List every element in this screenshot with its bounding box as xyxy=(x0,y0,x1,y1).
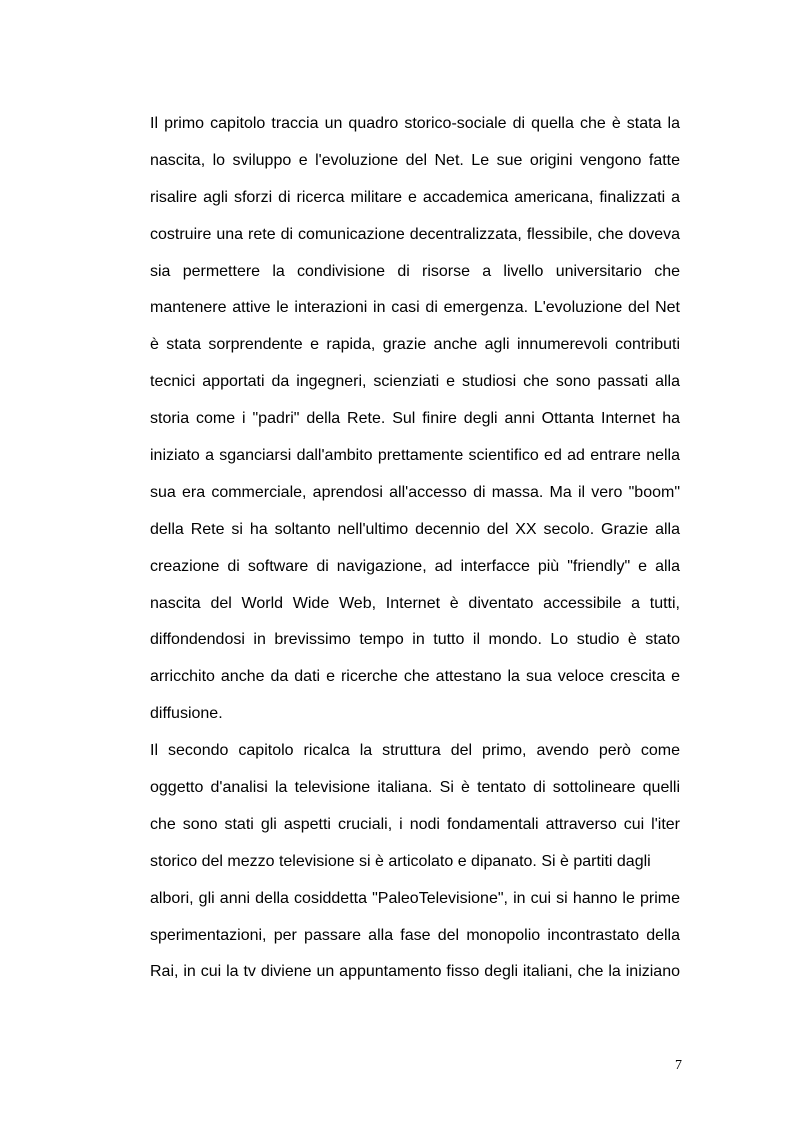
text-line: creazione di software di navigazione, ad interfacce più "friendly" e alla xyxy=(150,557,680,575)
paragraph-first-chapter xyxy=(150,106,680,733)
text-line: mantenere attive le interazioni in casi di emergenza. L'evoluzione del Net xyxy=(150,299,680,317)
text-line: tecnici apportati da ingegneri, scienziati e studiosi che sono passati alla xyxy=(150,373,680,391)
page-number: 7 xyxy=(675,1058,682,1073)
text-line: oggetto d'analisi la televisione italiana. Si è tentato di sottolineare quelli xyxy=(150,779,680,797)
text-line: della Rete si ha soltanto nell'ultimo decennio del XX secolo. Grazie alla xyxy=(150,520,680,538)
text-line: è stata sorprendente e rapida, grazie anche agli innumerevoli contributi xyxy=(150,336,680,354)
text-line: sua era commerciale, aprendosi all'accesso di massa. Ma il vero "boom" xyxy=(150,483,680,501)
text-line: costruire una rete di comunicazione decentralizzata, flessibile, che doveva xyxy=(150,225,680,243)
text-line: Il secondo capitolo ricalca la struttura del primo, avendo però come xyxy=(150,742,680,760)
text-line: Rai, in cui la tv diviene un appuntamento fisso degli italiani, che la iniziano xyxy=(150,963,680,981)
text-line: risalire agli sforzi di ricerca militare e accademica americana, finalizzati a xyxy=(150,188,680,206)
text-line: storico del mezzo televisione si è articolato e dipanato. Si è partiti dagli xyxy=(150,852,651,870)
text-line: nascita del World Wide Web, Internet è diventato accessibile a tutti, xyxy=(150,594,680,612)
text-line: arricchito anche da dati e ricerche che attestano la sua veloce crescita e xyxy=(150,668,680,686)
text-line: nascita, lo sviluppo e l'evoluzione del Net. Le sue origini vengono fatte xyxy=(150,151,680,169)
text-line: sia permettere la condivisione di risorse a livello universitario che xyxy=(150,262,680,280)
text-line: albori, gli anni della cosiddetta "PaleoTelevisione", in cui si hanno le prime xyxy=(150,889,680,907)
text-line: Il primo capitolo traccia un quadro storico-sociale di quella che è stata la xyxy=(150,115,680,132)
body-text xyxy=(150,106,680,991)
text-line: che sono stati gli aspetti cruciali, i nodi fondamentali attraverso cui l'iter xyxy=(150,815,680,833)
text-line: diffondendosi in brevissimo tempo in tutto il mondo. Lo studio è stato xyxy=(150,631,680,649)
text-line: sperimentazioni, per passare alla fase del monopolio incontrastato della xyxy=(150,926,680,944)
paragraph-second-chapter xyxy=(150,733,680,991)
text-line: iniziato a sganciarsi dall'ambito prettamente scientifico ed ad entrare nella xyxy=(150,447,680,465)
text-line: storia come i "padri" della Rete. Sul finire degli anni Ottanta Internet ha xyxy=(150,410,680,428)
text-line: diffusione. xyxy=(150,705,223,723)
